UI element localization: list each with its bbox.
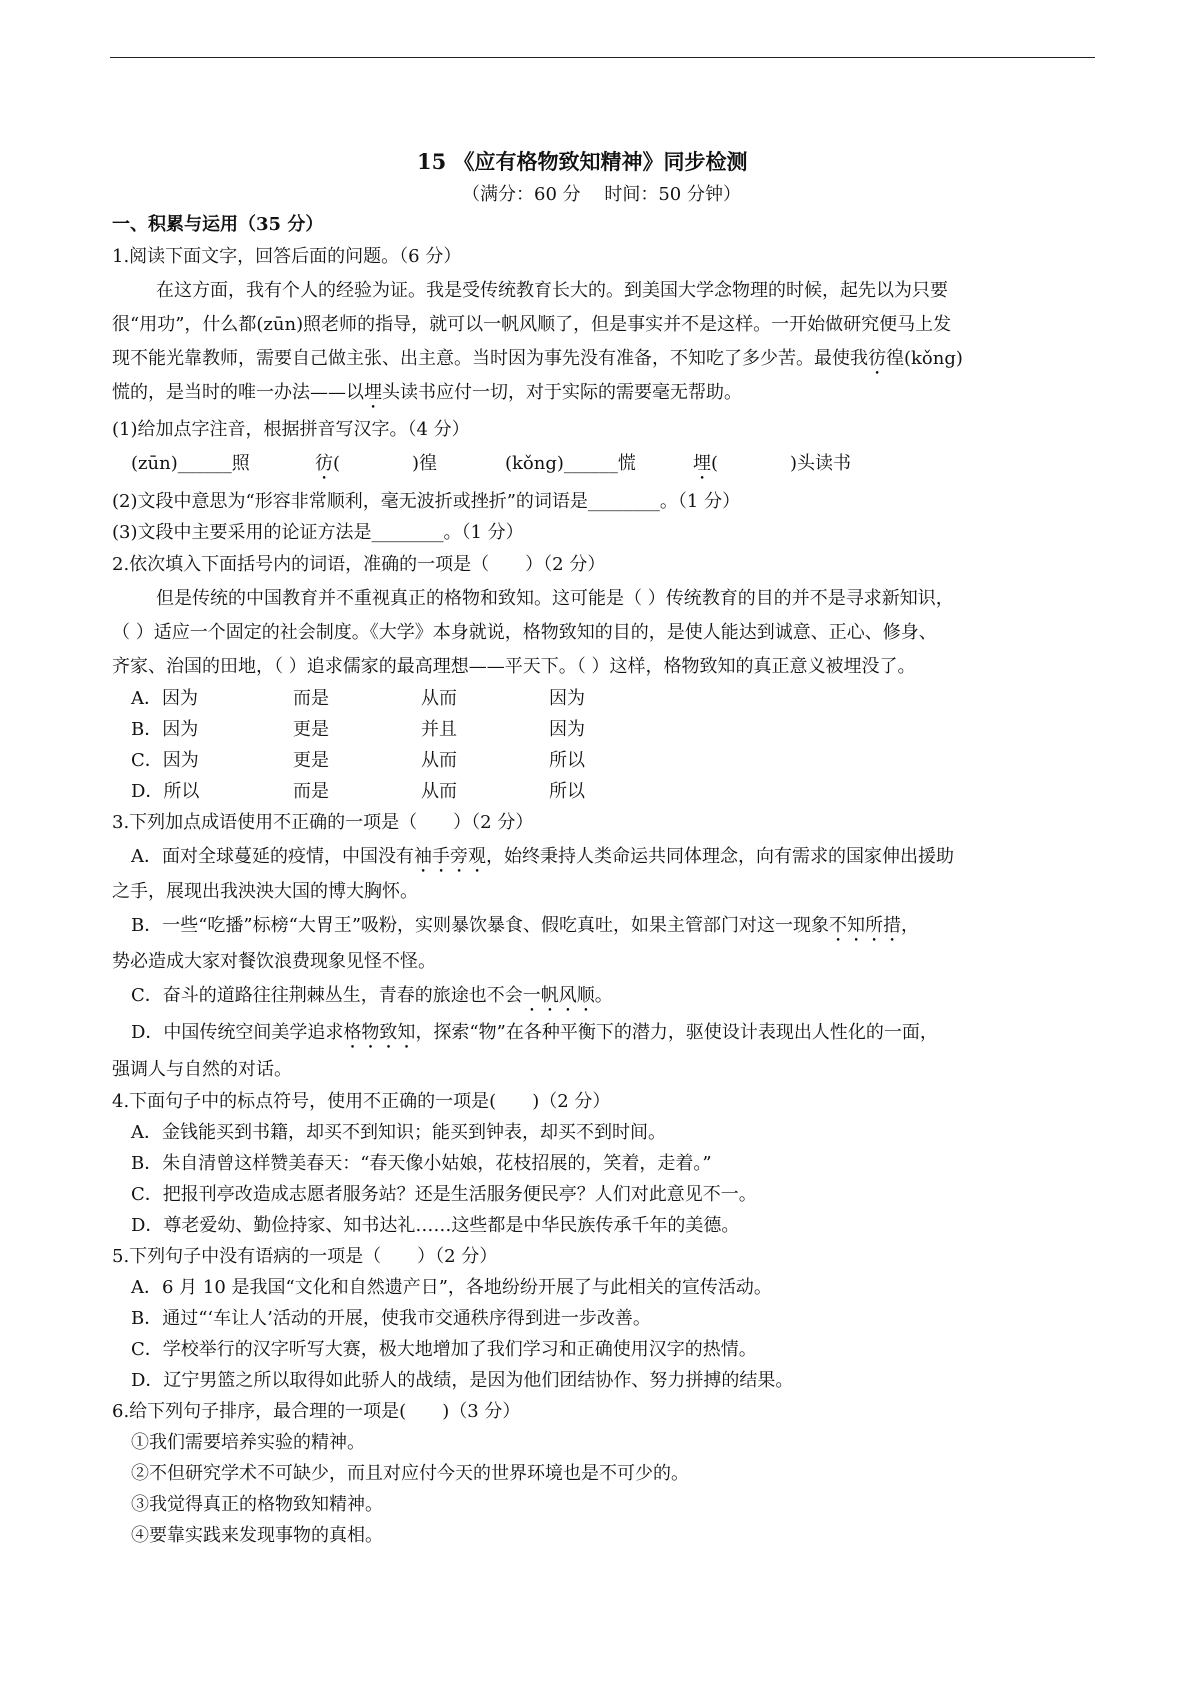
- option-word: 而是: [293, 688, 329, 709]
- option-label: B．因为: [131, 719, 199, 740]
- option-text: A．面对全球蔓延的疫情，中国没有: [131, 846, 414, 867]
- q1-passage-line-2: 很“用功”，什么都(zūn)照老师的指导，就可以一帆风顺了，但是事实并不是这样。一开始做研究便马上发: [112, 314, 952, 335]
- q3-option-d-line-2: 强调人与自然的对话。: [112, 1059, 292, 1080]
- q5-option-a[interactable]: A．6 月 10 是我国“文化和自然遗产日”，各地纷纷开展了与此相关的宣传活动。: [131, 1277, 772, 1298]
- q6-item-3: ③我觉得真正的格物致知精神。: [131, 1494, 383, 1515]
- q5-option-c[interactable]: C．学校举行的汉字听写大赛，极大地增加了我们学习和正确使用汉字的热情。: [131, 1339, 757, 1360]
- passage-text: 徨(kǒng): [886, 348, 963, 369]
- question-5-stem: 5.下列句子中没有语病的一项是（ ）（2 分）: [112, 1246, 498, 1267]
- dotted-char: 彷: [868, 348, 886, 369]
- option-text: ，始终秉持人类命运共同体理念，向有需求的国家伸出援助: [486, 846, 954, 867]
- option-text: ，探索“物”在各种平衡下的潜力，驱使设计表现出人性化的一面，: [415, 1022, 938, 1043]
- question-3-stem: 3.下列加点成语使用不正确的一项是（ ）（2 分）: [112, 812, 534, 833]
- q3-option-c[interactable]: [131, 984, 613, 1016]
- option-word: 更是: [293, 750, 329, 771]
- q4-option-b[interactable]: B．朱自清曾这样赞美春天：“春天像小姑娘，花枝招展的，笑着，走着。”: [131, 1153, 712, 1174]
- passage-text: 慌的，是当时的唯一办法——以: [112, 382, 364, 403]
- option-label: C．因为: [131, 750, 199, 771]
- option-text: C．奋斗的道路往往荆棘丛生，青春的旅途也不会: [131, 985, 523, 1006]
- q1-sub1-answer-4: [693, 452, 851, 484]
- q3-option-a[interactable]: [131, 845, 954, 877]
- option-text: ，: [901, 915, 920, 936]
- q4-option-a[interactable]: A．金钱能买到书籍，却买不到知识；能买到钟表，却买不到时间。: [131, 1122, 666, 1143]
- q2-passage-line-2: （ ）适应一个固定的社会制度。《大学》本身就说，格物致知的目的，是使人能达到诚意、正心、修身、: [112, 622, 937, 643]
- option-word: 而是: [293, 781, 329, 802]
- option-word: 所以: [549, 781, 585, 802]
- option-text: 。: [594, 985, 613, 1006]
- q1-sub3: (3)文段中主要采用的论证方法是________。（1 分）: [112, 522, 524, 543]
- q2-passage-line-3: 齐家、治国的田地，（ ）追求儒家的最高理想——平天下。（ ）这样，格物致知的真正意义被埋没了。: [112, 656, 916, 677]
- dotted-idiom: 袖手旁观: [414, 846, 486, 867]
- dotted-char: 埋: [693, 453, 711, 474]
- option-word: 因为: [549, 719, 585, 740]
- dotted-char: 彷: [315, 453, 333, 474]
- passage-text: 现不能光靠教师，需要自己做主张、出主意。当时因为事先没有准备，不知吃了多少苦。最使我: [112, 348, 868, 369]
- question-2-stem: 2.依次填入下面括号内的词语，准确的一项是（ ）（2 分）: [112, 554, 606, 575]
- q1-sub1-answer-1: (zūn)______照: [131, 453, 250, 474]
- option-word: 所以: [549, 750, 585, 771]
- option-word: 从而: [421, 688, 457, 709]
- q3-option-d[interactable]: [131, 1021, 938, 1053]
- q1-passage-line-4: [112, 381, 742, 413]
- q1-sub1-answer-3: (kǒng)______慌: [505, 453, 636, 474]
- q6-item-2: ②不但研究学术不可缺少，而且对应付今天的世界环境也是不可少的。: [131, 1463, 689, 1484]
- dotted-idiom: 一帆风顺: [522, 985, 595, 1006]
- q6-item-4: ④要靠实践来发现事物的真相。: [131, 1525, 383, 1546]
- dotted-char: 埋: [364, 382, 382, 403]
- section-heading: 一、积累与运用（35 分）: [112, 214, 324, 235]
- q3-option-a-line-2: 之手，展现出我泱泱大国的博大胸怀。: [112, 881, 418, 902]
- q5-option-d[interactable]: D．辽宁男篮之所以取得如此骄人的战绩，是因为他们团结协作、努力拼搏的结果。: [131, 1370, 794, 1391]
- question-6-stem: 6.给下列句子排序，最合理的一项是( )（3 分）: [112, 1401, 521, 1422]
- passage-text: 头读书应付一切，对于实际的需要毫无帮助。: [382, 382, 742, 403]
- option-word: 从而: [421, 750, 457, 771]
- option-label: D．所以: [131, 781, 200, 802]
- q2-passage-line-1: 但是传统的中国教育并不重视真正的格物和致知。这可能是（ ）传统教育的目的并不是寻求新知识，: [156, 588, 954, 609]
- option-word: 更是: [293, 719, 329, 740]
- question-4-stem: 4.下面句子中的标点符号，使用不正确的一项是( )（2 分）: [112, 1091, 611, 1112]
- page-title: 15 《应有格物致知精神》同步检测: [417, 149, 748, 174]
- dotted-idiom: 不知所措: [829, 915, 902, 936]
- q6-item-1: ①我们需要培养实验的精神。: [131, 1432, 365, 1453]
- header-rule: [110, 57, 1095, 58]
- q3-option-b[interactable]: [131, 914, 919, 946]
- option-word: 并且: [421, 719, 457, 740]
- option-text: B．一些“吃播”标榜“大胃王”吸粉，实则暴饮暴食、假吃真吐，如果主管部门对这一现象: [131, 915, 830, 936]
- dotted-idiom: 格物致知: [343, 1022, 416, 1043]
- answer-blank: ( )徨: [333, 453, 438, 474]
- score-time-info: （满分：60 分 时间：50 分钟）: [462, 184, 741, 205]
- question-1-stem: 1.阅读下面文字，回答后面的问题。（6 分）: [112, 246, 462, 267]
- q1-sub2: (2)文段中意思为“形容非常顺利，毫无波折或挫折”的词语是________。（1 分）: [112, 491, 741, 512]
- q1-sub1-answer-2: [315, 452, 437, 484]
- q1-sub1-stem: (1)给加点字注音，根据拼音写汉字。（4 分）: [112, 419, 470, 440]
- q3-option-b-line-2: 势必造成大家对餐饮浪费现象见怪不怪。: [112, 951, 436, 972]
- option-label: A．因为: [131, 688, 198, 709]
- q1-passage-line-3: [112, 347, 963, 379]
- q1-passage-line-1: 在这方面，我有个人的经验为证。我是受传统教育长大的。到美国大学念物理的时候，起先以为只要: [156, 280, 948, 301]
- answer-blank: ( )头读书: [711, 453, 852, 474]
- option-word: 从而: [421, 781, 457, 802]
- option-text: D．中国传统空间美学追求: [131, 1022, 344, 1043]
- q5-option-b[interactable]: B．通过“‘车让人’活动的开展，使我市交通秩序得到进一步改善。: [131, 1308, 651, 1329]
- q4-option-d[interactable]: D．尊老爱幼、勤俭持家、知书达礼……这些都是中华民族传承千年的美德。: [131, 1215, 740, 1236]
- q4-option-c[interactable]: C．把报刊亭改造成志愿者服务站？还是生活服务便民亭？人们对此意见不一。: [131, 1184, 757, 1205]
- option-word: 因为: [549, 688, 585, 709]
